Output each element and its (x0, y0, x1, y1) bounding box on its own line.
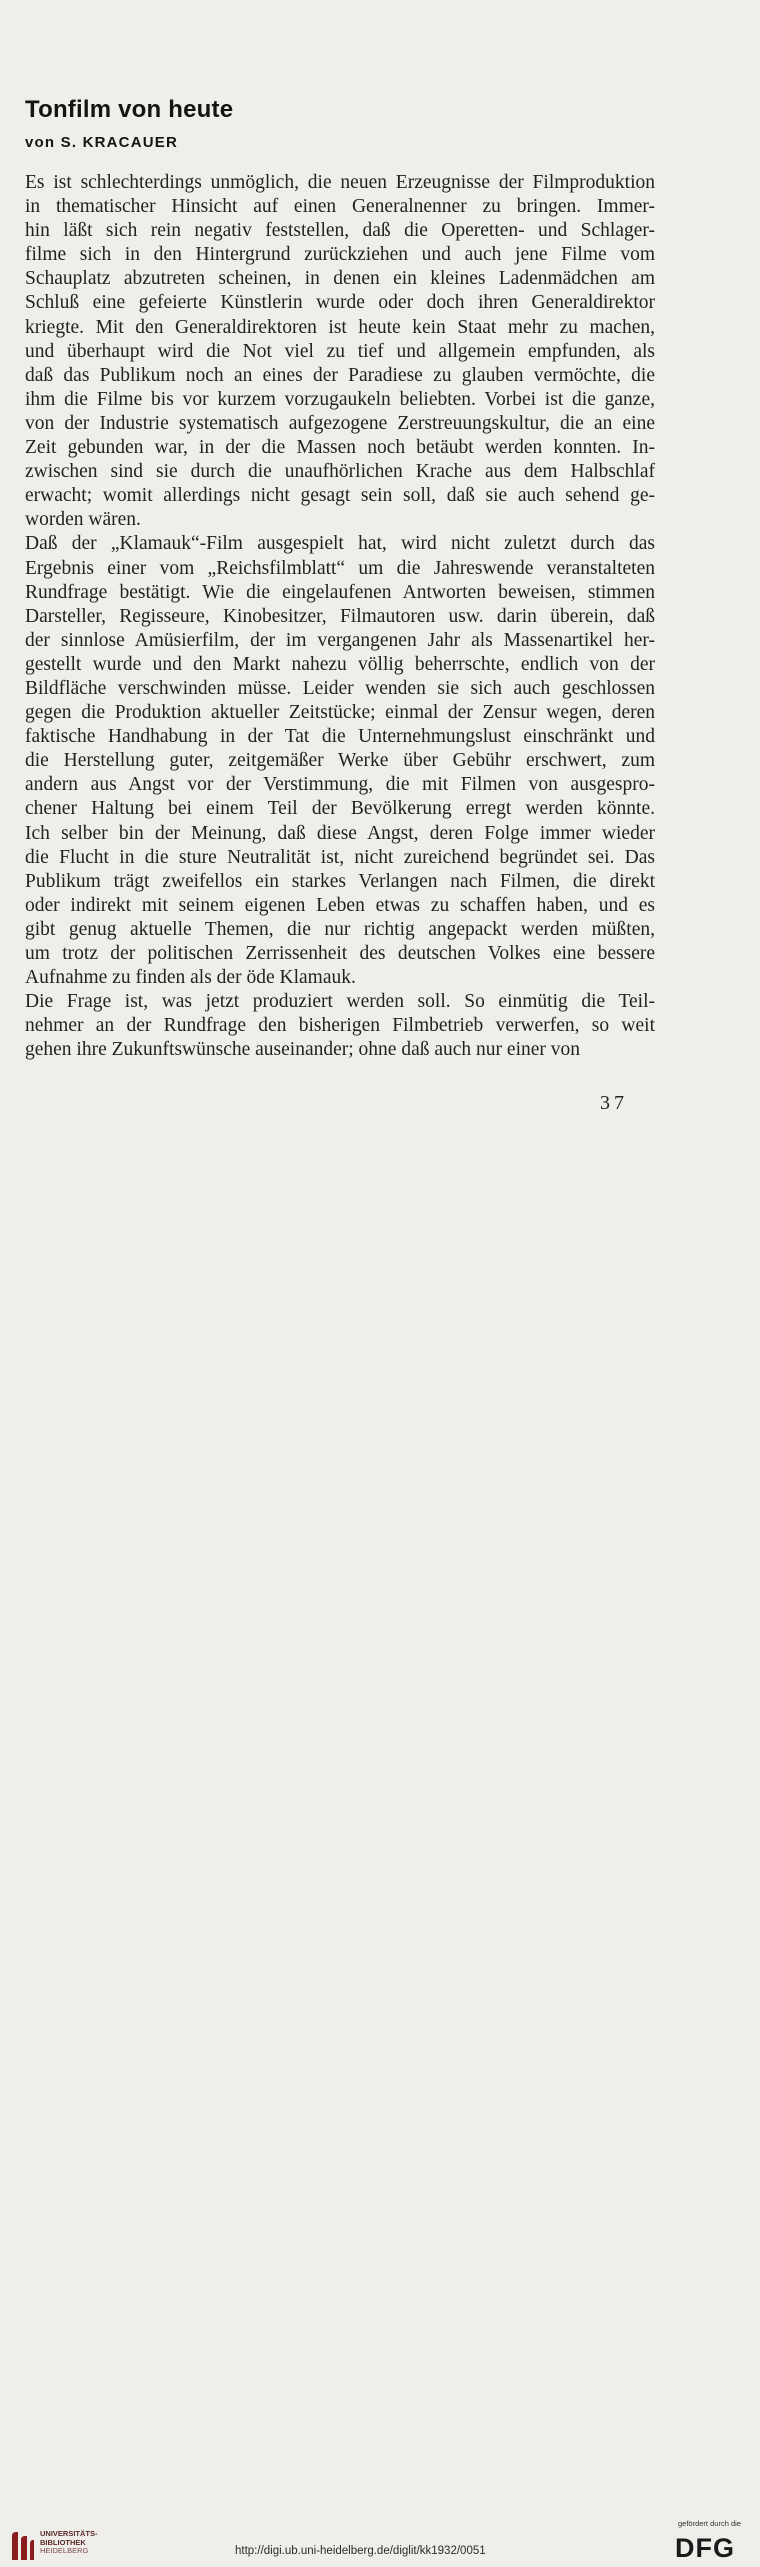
body-line: nehmer an der Rundfrage den bisherigen Filmbetrieb verwerfen, so weit (25, 1015, 655, 1037)
library-name (40, 2530, 98, 2556)
body-line: die Flucht in die sture Neutralität ist, nicht zureichend begründet sei. Das (25, 846, 655, 868)
article-title: Tonfilm von heute (25, 96, 234, 123)
university-logo-icon (8, 2530, 36, 2567)
body-line: hin läßt sich rein negativ feststellen, daß die Operetten- und Schlager- (25, 220, 655, 242)
library-name-line: HEIDELBERG (40, 2546, 89, 2556)
permalink-url[interactable]: http://digi.ub.uni-heidelberg.de/diglit/kk1932/0051 (235, 2545, 486, 2557)
body-line: von der Industrie systematisch aufgezogene Zerstreuungskultur, die an eine (25, 412, 655, 434)
body-line: kriegte. Mit den Generaldirektoren ist heute kein Staat mehr zu machen, (25, 316, 655, 338)
body-line: daß das Publikum noch an eines der Paradiese zu glauben vermöchte, die (25, 364, 655, 386)
body-line: zwischen sind sie durch die unaufhörlichen Krache aus dem Halbschlaf (25, 461, 655, 483)
body-line: Schluß eine gefeierte Künstlerin wurde oder doch ihren Generaldirektor (25, 292, 655, 314)
body-line: Es ist schlechterdings unmöglich, die neuen Erzeugnisse der Filmproduktion (25, 172, 655, 193)
body-line: oder indirekt mit seinem eigenen Leben etwas zu schaffen haben, und es (25, 894, 655, 916)
body-line: gibt genug aktuelle Themen, die nur richtig angepackt werden müßten, (25, 918, 655, 940)
body-line: um trotz der politischen Zerrissenheit des deutschen Volkes eine bessere (25, 943, 655, 964)
body-line: der sinnlose Amüsierfilm, der im vergangenen Jahr als Massenartikel her- (25, 629, 655, 651)
body-line: gehen ihre Zukunftswünsche auseinander; ohne daß auch nur einer von (25, 1039, 581, 1061)
body-line: Darsteller, Regisseure, Kinobesitzer, Filmautoren usw. darin überein, daß (25, 605, 655, 627)
body-line: Schauplatz abzutreten scheinen, in denen ein kleines Ladenmädchen am (25, 268, 655, 290)
library-name-line: UNIVERSITÄTS- (40, 2529, 98, 2538)
body-line: Rundfrage bestätigt. Wie die eingelaufenen Antworten beweisen, stimmen (25, 581, 655, 603)
article-author: von S. KRACAUER (25, 134, 179, 151)
body-line: Bildfläche verschwinden müsse. Leider wenden sie sich auch geschlossen (25, 677, 655, 699)
body-line: und überhaupt wird die Not viel zu tief und allgemein empfunden, als (25, 340, 655, 362)
dfg-logo: DFG (675, 2533, 735, 2563)
body-line: andern aus Angst vor der Verstimmung, die mit Filmen von ausgespro- (25, 774, 655, 796)
body-line: Ergebnis einer vom „Reichsfilmblatt“ um die Jahreswende veranstalteten (25, 557, 655, 579)
body-line: Zeit gebunden war, in der die Massen noch betäubt werden konnten. In- (25, 437, 655, 459)
body-line: gestellt wurde und den Markt nahezu völlig beherrschte, endlich von der (25, 653, 655, 675)
body-line: Publikum trägt zweifellos ein starkes Verlangen nach Filmen, die direkt (25, 870, 655, 892)
page-number: 37 (600, 1092, 628, 1114)
body-line: erwacht; womit allerdings nicht gesagt sein soll, daß sie auch sehend ge- (25, 485, 655, 507)
body-line: in thematischer Hinsicht auf einen Generalnenner zu bringen. Immer- (25, 196, 655, 218)
body-line: Daß der „Klamauk“-Film ausgespielt hat, wird nicht zuletzt durch das (25, 533, 655, 555)
body-line: faktische Handhabung in der Tat die Unternehmungslust einschränkt und (25, 726, 655, 748)
body-line: ihm die Filme bis vor kurzem vorzugaukeln beliebten. Vorbei ist die ganze, (25, 388, 655, 410)
body-line: filme sich in den Hintergrund zurückziehen und auch jene Filme vom (25, 244, 655, 266)
library-name-line: BIBLIOTHEK (40, 2537, 86, 2547)
funded-by-label: gefördert durch die (678, 2519, 741, 2528)
viewer-footer (0, 1262, 760, 2563)
body-line: die Herstellung guter, zeitgemäßer Werke über Gebühr erschwert, zum (25, 750, 655, 772)
body-line: Die Frage ist, was jetzt produziert werden soll. So einmütig die Teil- (25, 991, 655, 1013)
body-line: Ich selber bin der Meinung, daß diese Angst, deren Folge immer wieder (25, 822, 655, 844)
body-line: worden wären. (25, 509, 141, 531)
body-line: gegen die Produktion aktueller Zeitstücke; einmal der Zensur wegen, deren (25, 702, 655, 724)
article-body (25, 171, 655, 1062)
body-line: chener Haltung bei einem Teil der Bevölkerung erregt werden könnte. (25, 798, 655, 820)
body-line: Aufnahme zu finden als der öde Klamauk. (25, 967, 356, 989)
